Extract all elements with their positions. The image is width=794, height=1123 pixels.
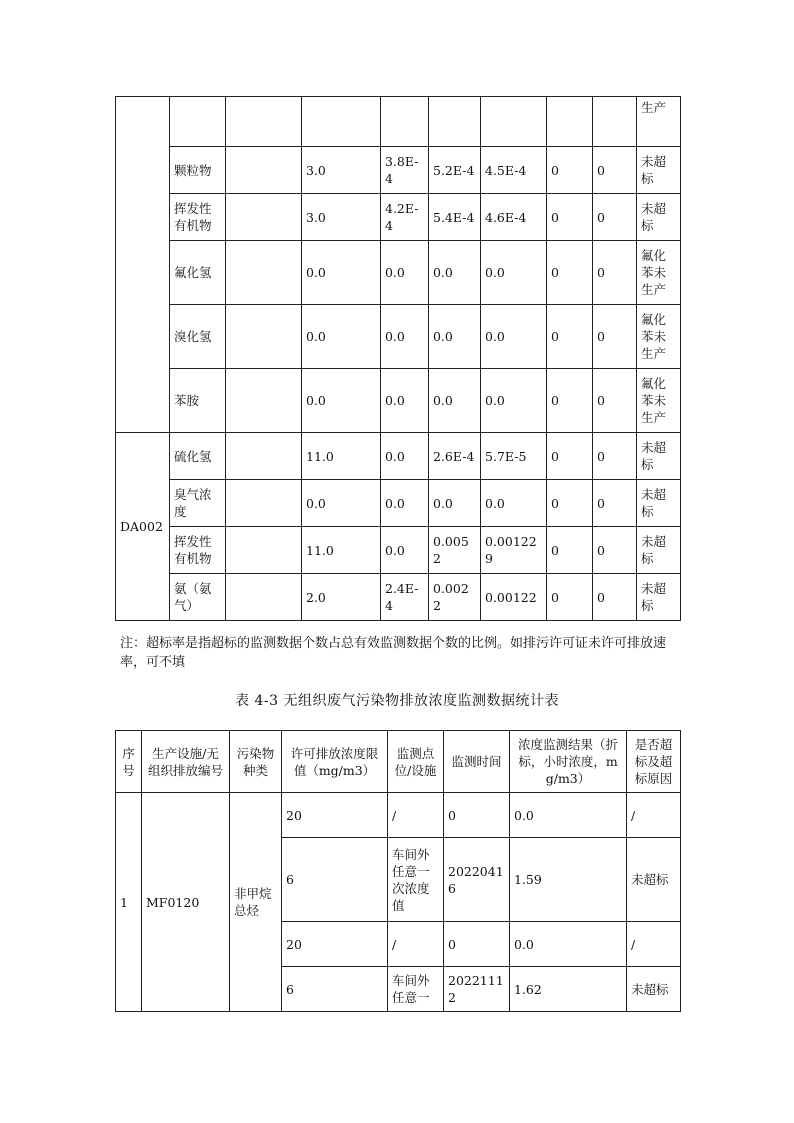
column-header: 浓度监测结果（折标，小时浓度，mg/m3） — [510, 731, 627, 793]
exceed-reason-cell: 未超标 — [637, 527, 681, 574]
result-cell: 0.0 — [510, 793, 627, 838]
column-header: 监测点位/设施 — [388, 731, 444, 793]
table-cell — [481, 97, 547, 147]
table-caption: 表 4-3 无组织废气污染物排放浓度监测数据统计表 — [235, 693, 559, 709]
exceed-reason-cell: 未超标 — [637, 194, 681, 241]
pollutant-cell: 挥发性有机物 — [170, 527, 226, 574]
monitor-point-cell: / — [388, 793, 444, 838]
exceed-cell: / — [627, 922, 681, 967]
table-cell: 0 — [593, 433, 637, 480]
table-cell: 0 — [547, 527, 593, 574]
table-row — [116, 793, 681, 838]
table-note: 注：超标率是指超标的监测数据个数占总有效监测数据个数的比例。如排污许可证未许可排放速率，可不填 — [120, 636, 667, 670]
table-cell: 4.6E-4 — [481, 194, 547, 241]
facility-id-cell: DA002 — [116, 433, 170, 621]
table-cell: 3.0 — [302, 194, 381, 241]
limit-cell: 20 — [282, 922, 388, 967]
monitor-point-cell: 车间外任意一 — [388, 967, 444, 1012]
table-cell: 5.4E-4 — [429, 194, 481, 241]
table-cell: 0 — [593, 194, 637, 241]
column-header: 许可排放浓度限值（mg/m3） — [282, 731, 388, 793]
concentration-table — [115, 730, 681, 1012]
table-cell: 0 — [547, 194, 593, 241]
table-cell — [429, 97, 481, 147]
table-cell: 0.0 — [302, 369, 381, 433]
table-cell: 0.0052 — [429, 527, 481, 574]
table-cell — [226, 527, 302, 574]
exceed-cell: 未超标 — [627, 838, 681, 922]
table-cell: 0 — [593, 305, 637, 369]
limit-cell: 6 — [282, 838, 388, 922]
table-cell: 11.0 — [302, 527, 381, 574]
table-cell: 0.0 — [481, 241, 547, 305]
table-cell: 0.0 — [481, 480, 547, 527]
exceed-reason-cell: 氟化苯未生产 — [637, 305, 681, 369]
table-cell — [302, 97, 381, 147]
pollutant-cell: 硫化氢 — [170, 433, 226, 480]
exceed-reason-cell: 生产 — [637, 97, 681, 147]
table-cell: 0.0 — [302, 305, 381, 369]
table-cell — [226, 369, 302, 433]
result-cell: 0.0 — [510, 922, 627, 967]
monitor-time-cell: 0 — [444, 922, 510, 967]
exceed-reason-cell: 氟化苯未生产 — [637, 369, 681, 433]
table-cell — [170, 97, 226, 147]
table-cell: 0.0 — [302, 241, 381, 305]
monitor-time-cell: 20220416 — [444, 838, 510, 922]
result-cell: 1.59 — [510, 838, 627, 922]
table-row — [116, 194, 681, 241]
exceed-cell: 未超标 — [627, 967, 681, 1012]
table-cell — [226, 433, 302, 480]
column-header: 监测时间 — [444, 731, 510, 793]
table-cell: 0 — [593, 241, 637, 305]
table-cell: 0.0 — [302, 480, 381, 527]
header-row — [116, 731, 681, 793]
table-cell — [547, 97, 593, 147]
table-row — [116, 241, 681, 305]
table-cell: 0.0 — [381, 527, 429, 574]
exceed-reason-cell: 未超标 — [637, 574, 681, 621]
pollutant-cell: 溴化氢 — [170, 305, 226, 369]
table-cell: 4.2E-4 — [381, 194, 429, 241]
exceed-reason-cell: 氟化苯未生产 — [637, 241, 681, 305]
pollutant-cell: 臭气浓度 — [170, 480, 226, 527]
limit-cell: 20 — [282, 793, 388, 838]
table-cell: 0.0022 — [429, 574, 481, 621]
table-row — [116, 480, 681, 527]
table-cell: 0.00122 — [481, 574, 547, 621]
table-row — [116, 433, 681, 480]
column-header: 污染物种类 — [230, 731, 282, 793]
table-cell: 0.0 — [429, 305, 481, 369]
table-cell: 3.0 — [302, 147, 381, 194]
emission-rate-table — [115, 96, 681, 621]
table-row — [116, 97, 681, 147]
table-cell: 5.2E-4 — [429, 147, 481, 194]
table-cell: 0.0 — [381, 305, 429, 369]
table-cell: 0 — [593, 480, 637, 527]
table-cell: 0 — [593, 147, 637, 194]
table-cell: 0 — [547, 305, 593, 369]
table-cell: 0.0 — [381, 480, 429, 527]
table-cell: 0 — [547, 574, 593, 621]
table-cell: 0.0 — [381, 241, 429, 305]
table-cell — [226, 574, 302, 621]
exceed-cell: / — [627, 793, 681, 838]
pollutant-cell: 氨（氨气） — [170, 574, 226, 621]
exceed-reason-cell: 未超标 — [637, 433, 681, 480]
table-cell — [226, 241, 302, 305]
table-row — [116, 147, 681, 194]
table-cell: 2.0 — [302, 574, 381, 621]
monitor-time-cell: 0 — [444, 793, 510, 838]
table-cell: 3.8E-4 — [381, 147, 429, 194]
table-cell: 0 — [547, 147, 593, 194]
table-cell — [226, 305, 302, 369]
pollutant-cell: 颗粒物 — [170, 147, 226, 194]
table-row — [116, 527, 681, 574]
column-header: 序号 — [116, 731, 142, 793]
table-cell: 0.0 — [481, 369, 547, 433]
pollutant-cell: 氟化氢 — [170, 241, 226, 305]
table-cell: 0.0 — [429, 241, 481, 305]
column-header: 是否超标及超标原因 — [627, 731, 681, 793]
table-cell — [226, 194, 302, 241]
table-cell: 5.7E-5 — [481, 433, 547, 480]
table-cell: 2.6E-4 — [429, 433, 481, 480]
table-cell: 11.0 — [302, 433, 381, 480]
table-cell: 0.0 — [381, 369, 429, 433]
column-header: 生产设施/无组织排放编号 — [142, 731, 230, 793]
table-cell — [226, 97, 302, 147]
monitor-time-cell: 20221112 — [444, 967, 510, 1012]
monitor-point-cell: 车间外任意一次浓度值 — [388, 838, 444, 922]
table-cell: 0 — [593, 369, 637, 433]
facility-cell: MF0120 — [142, 793, 230, 1012]
pollutant-cell: 苯胺 — [170, 369, 226, 433]
table-row — [116, 305, 681, 369]
table-cell: 0 — [547, 433, 593, 480]
table-cell: 0.0 — [381, 433, 429, 480]
table-cell: 0.0 — [429, 369, 481, 433]
exceed-reason-cell: 未超标 — [637, 147, 681, 194]
limit-cell: 6 — [282, 967, 388, 1012]
table-cell: 4.5E-4 — [481, 147, 547, 194]
facility-id-cell — [116, 97, 170, 433]
result-cell: 1.62 — [510, 967, 627, 1012]
table-cell: 0 — [593, 527, 637, 574]
table-cell — [593, 97, 637, 147]
seq-cell: 1 — [116, 793, 142, 1012]
table-cell: 2.4E-4 — [381, 574, 429, 621]
table-cell — [226, 480, 302, 527]
table-cell: 0 — [547, 241, 593, 305]
table-cell: 0.001229 — [481, 527, 547, 574]
table-cell: 0 — [547, 480, 593, 527]
table-cell: 0.0 — [481, 305, 547, 369]
table-row — [116, 369, 681, 433]
pollutant-cell: 挥发性有机物 — [170, 194, 226, 241]
monitor-point-cell: / — [388, 922, 444, 967]
table-row — [116, 574, 681, 621]
table-cell: 0 — [593, 574, 637, 621]
table-cell — [381, 97, 429, 147]
table-cell: 0 — [547, 369, 593, 433]
table-cell — [226, 147, 302, 194]
table-cell: 0.0 — [429, 480, 481, 527]
exceed-reason-cell: 未超标 — [637, 480, 681, 527]
pollutant-cell: 非甲烷总烃 — [230, 793, 282, 1012]
